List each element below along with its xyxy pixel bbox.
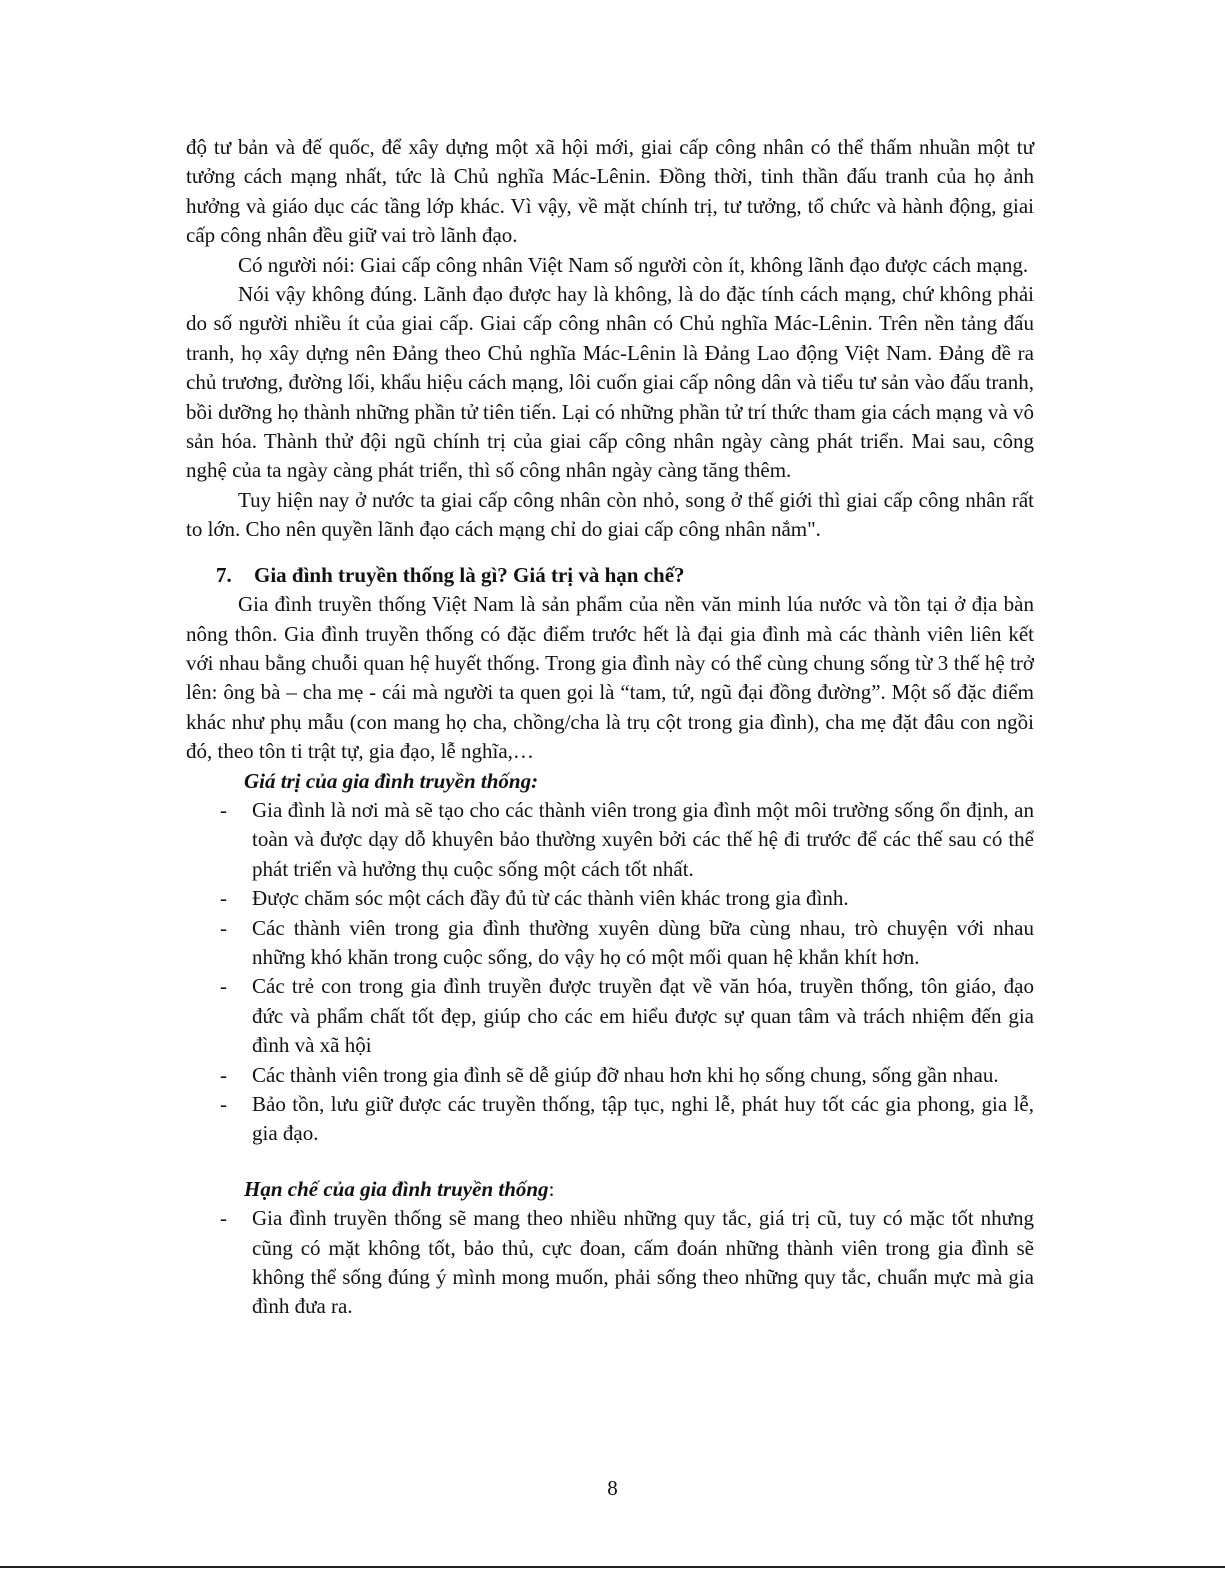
bullet-dash: - xyxy=(220,974,227,999)
document-page xyxy=(186,133,1034,1322)
list-item: - Các trẻ con trong gia đình truyền được truyền đạt về văn hóa, truyền thống, tôn giáo, đạo đức và phẩm chất tốt đẹp, giúp cho các em hiểu được sự quan tâm và trách nhiệm đến gia đình và xã hội xyxy=(220,974,1034,1058)
list-item: - Gia đình là nơi mà sẽ tạo cho các thành viên trong gia đình một môi trường sống ổn định, an toàn và được dạy dỗ khuyên bảo thường xuyên bởi các thế hệ đi trước để các thế sau có thể phát triển và hưởng thụ cuộc sống một cách tốt nhất. xyxy=(220,797,1034,881)
list-item: - Gia đình truyền thống sẽ mang theo nhiều những quy tắc, giá trị cũ, tuy có mặc tốt nhưng cũng có mặt không tốt, bảo thủ, cực đoan, cấm đoán những thành viên trong gia đình sẽ không thể sống đúng ý mình mong muốn, phải sống theo những quy tắc, chuẩn mực mà gia đình đưa ra. xyxy=(220,1206,1034,1319)
values-list xyxy=(186,796,1034,1149)
section-intro: Gia đình truyền thống Việt Nam là sản phẩm của nền văn minh lúa nước và tồn tại ở địa bàn nông thôn. Gia đình truyền thống có đặc điểm trước hết là đại gia đình mà các thành viên liên kết với nhau bằng chuỗi quan hệ huyết thống. Trong gia đình này có thể cùng chung sống từ 3 thế hệ trở lên: ông bà – cha mẹ - cái mà người ta quen gọi là “tam, tứ, ngũ đại đồng đường”. Một số đặc điểm khác như phụ mẫu (con mang họ cha, chồng/cha là trụ cột trong gia đình), cha mẹ đặt đâu con ngồi đó, theo tôn ti trật tự, gia đạo, lễ nghĩa,… xyxy=(186,592,1034,764)
bullet-dash: - xyxy=(220,1092,227,1116)
bullet-dash: - xyxy=(220,1206,227,1231)
bullet-dash: - xyxy=(220,797,227,822)
paragraph-claim: Có người nói: Giai cấp công nhân Việt Nam số người còn ít, không lãnh đạo được cách mạng. xyxy=(238,252,1029,277)
limits-colon: : xyxy=(548,1176,555,1201)
paragraph-conclusion: Tuy hiện nay ở nước ta giai cấp công nhân còn nhỏ, song ở thế giới thì giai cấp công nhân rất to lớn. Cho nên quyền lãnh đạo cách mạng chỉ do giai cấp công nhân nắm". xyxy=(186,487,1034,542)
limits-list xyxy=(186,1204,1034,1322)
page-number: 8 xyxy=(607,1476,618,1500)
list-item: - Các thành viên trong gia đình sẽ dễ giúp đỡ nhau hơn khi họ sống chung, sống gần nhau. xyxy=(186,1061,1034,1090)
limits-heading: Hạn chế của gia đình truyền thống: xyxy=(244,1176,555,1201)
values-heading: Giá trị của gia đình truyền thống: xyxy=(244,768,539,793)
section-number: 7. xyxy=(216,562,232,587)
paragraph-rebuttal: Nói vậy không đúng. Lãnh đạo được hay là không, là do đặc tính cách mạng, chứ không phải do số người nhiều ít của giai cấp. Giai cấp công nhân có Chủ nghĩa Mác-Lênin. Trên nền tảng đấu tranh, họ xây dựng nên Đảng theo Chủ nghĩa Mác-Lênin là Đảng Lao động Việt Nam. Đảng đề ra chủ trương, đường lối, khẩu hiệu cách mạng, lôi cuốn giai cấp nông dân và tiểu tư sản vào đấu tranh, bồi dưỡng họ thành những phần tử tiên tiến. Lại có những phần tử trí thức tham gia cách mạng và vô sản hóa. Thành thử đội ngũ chính trị của giai cấp công nhân ngày càng phát triển. Mai sau, công nghệ của ta ngày càng phát triển, thì số công nhân ngày càng tăng thêm. xyxy=(186,282,1034,483)
paragraph-intro: độ tư bản và đế quốc, để xây dựng một xã hội mới, giai cấp công nhân có thể thấm nhuần một tư tưởng cách mạng nhất, tức là Chủ nghĩa Mác-Lênin. Đồng thời, tinh thần đấu tranh của họ ảnh hưởng và giáo dục các tầng lớp khác. Vì vậy, về mặt chính trị, tư tưởng, tổ chức và hành động, giai cấp công nhân đều giữ vai trò lãnh đạo. xyxy=(186,135,1034,248)
list-item: - Được chăm sóc một cách đầy đủ từ các thành viên khác trong gia đình. xyxy=(186,884,1034,913)
bullet-dash: - xyxy=(220,1062,227,1087)
section-title: Gia đình truyền thống là gì? Giá trị và hạn chế? xyxy=(254,562,685,587)
bullet-dash: - xyxy=(220,915,227,940)
section-heading xyxy=(186,561,1034,590)
bullet-dash: - xyxy=(220,886,227,911)
list-item: - Bảo tồn, lưu giữ được các truyền thống, tập tục, nghi lễ, phát huy tốt các gia phong, gia lễ, gia đạo. xyxy=(220,1092,1034,1146)
list-item: - Các thành viên trong gia đình thường xuyên dùng bữa cùng nhau, trò chuyện với nhau những khó khăn trong cuộc sống, do vậy họ có một mối quan hệ khắn khít hơn. xyxy=(220,915,1034,969)
bottom-rule xyxy=(0,1566,1225,1568)
